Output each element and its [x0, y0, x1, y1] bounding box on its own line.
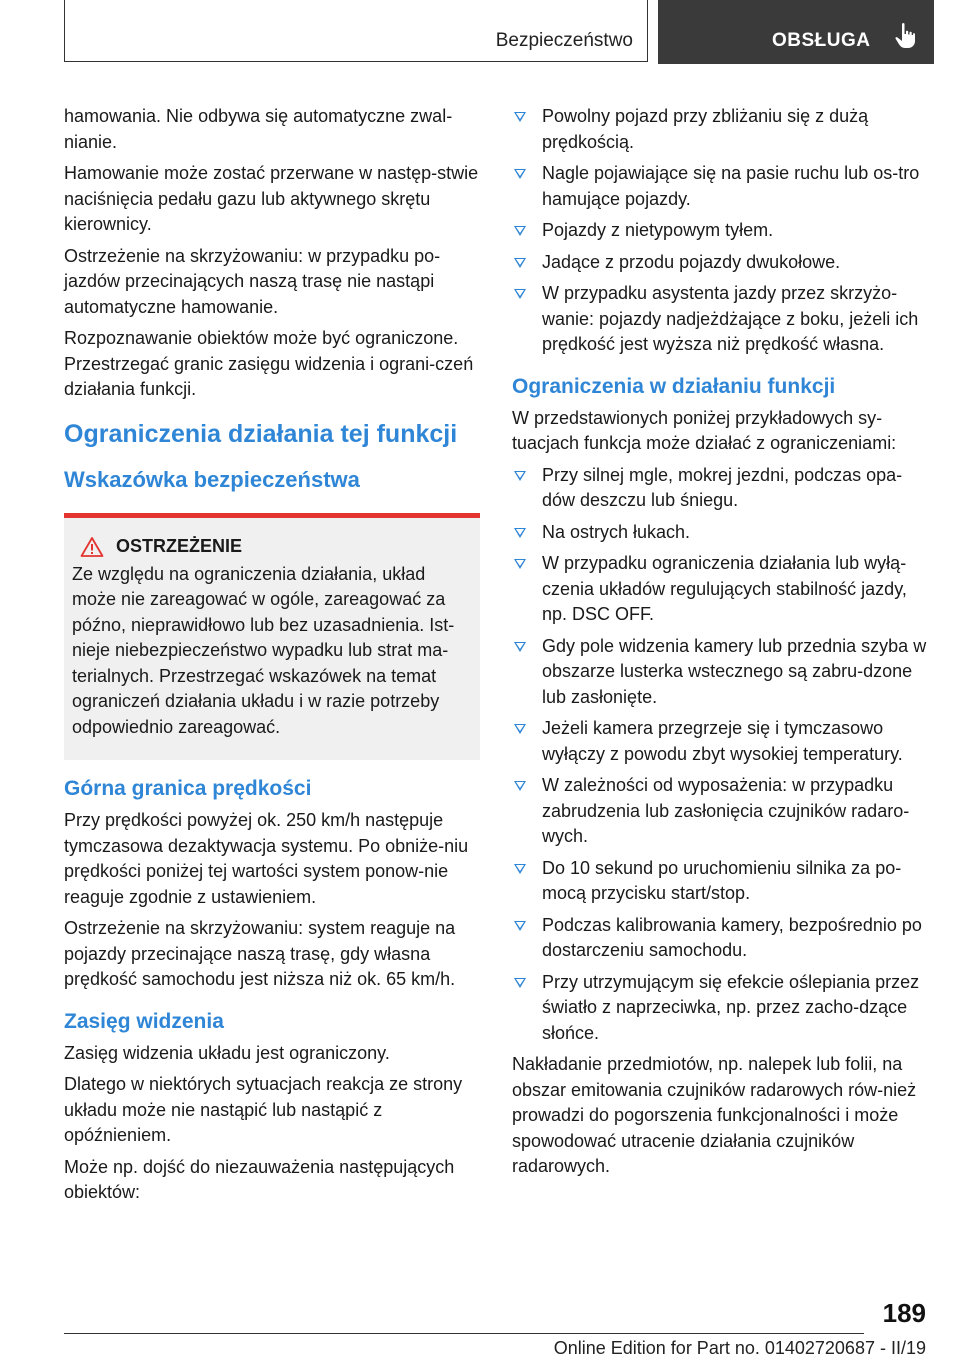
bullet-triangle-icon	[514, 169, 526, 179]
header-chapter-tab[interactable]	[658, 0, 934, 64]
header-section-box	[64, 0, 648, 62]
list-item: Do 10 sekund po uruchomieniu silnika za po-mocą przycisku start/stop.	[512, 856, 928, 907]
paragraph: Ostrzeżenie na skrzyżowaniu: system reaguje na pojazdy przecinające naszą trasę, gdy własna prędkość samochodu jest niższa niż ok. 65 km/h.	[64, 918, 456, 989]
list-item: Powolny pojazd przy zbliżaniu się z dużą prędkością.	[512, 104, 928, 155]
subsection-heading: Ograniczenia w działaniu funkcji	[512, 374, 836, 398]
list-item: Przy silnej mgle, mokrej jezdni, podczas opa-dów deszczu lub śniegu.	[512, 463, 928, 514]
header-section-title: Bezpieczeństwo	[495, 30, 633, 51]
paragraph: hamowania. Nie odbywa się automatyczne zwal-nianie.	[64, 106, 453, 152]
paragraph: W przedstawionych poniżej przykładowych sy-tuacjach funkcja może działać z ograniczeniami:	[512, 407, 897, 453]
list-item: Przy utrzymującym się efekcie oślepiania przez światło z naprzeciwka, np. przez zacho-dzące słońce.	[512, 970, 928, 1047]
paragraph: Zasięg widzenia układu jest ograniczony.	[64, 1042, 390, 1063]
list-item: Na ostrych łukach.	[512, 520, 928, 546]
hand-pointer-icon	[894, 22, 916, 50]
bullet-triangle-icon	[514, 921, 526, 931]
paragraph: Dlatego w niektórych sytuacjach reakcja ze strony układu może nie nastąpić lub nastąpić z opóźnieniem.	[64, 1074, 463, 1145]
warning-box	[64, 513, 480, 761]
list-item: Nagle pojawiające się na pasie ruchu lub os-tro hamujące pojazdy.	[512, 161, 928, 212]
subsection-heading: Wskazówka bezpieczeństwa	[64, 466, 360, 492]
paragraph: Może np. dojść do niezauważenia następujących obiektów:	[64, 1156, 455, 1202]
list-item: W przypadku asystenta jazdy przez skrzyżo-wanie: pojazdy nadjeżdżające z boku, jeżeli ich prędkość jest wyższa niż prędkość własna.	[512, 281, 928, 358]
header-chapter-title: OBSŁUGA	[772, 30, 871, 51]
bullet-triangle-icon	[514, 528, 526, 538]
list-item: Podczas kalibrowania kamery, bezpośrednio po dostarczeniu samochodu.	[512, 913, 928, 964]
bullet-triangle-icon	[514, 471, 526, 481]
warning-header	[80, 536, 472, 558]
bullet-triangle-icon	[514, 724, 526, 734]
subsection-heading: Górna granica prędkości	[64, 777, 312, 800]
warning-text: Ze względu na ograniczenia działania, układ może nie zareagować w ogóle, zareagować za późno, nieprawidłowo lub bez uzasadnienia. Ist-nieje niebezpieczeństwo wypadku lub strat ma-terialnych. Przestrzegać wskazówek na temat ograniczeń działania układu i w razie potrzeby odpowiednio zareagować.	[72, 563, 455, 737]
section-heading: Ograniczenia działania tej funkcji	[64, 419, 458, 448]
list-item: W przypadku ograniczenia działania lub wyłą-czenia układów regulujących stabilność jazdy, np. DSC OFF.	[512, 551, 928, 628]
paragraph: Ostrzeżenie na skrzyżowaniu: w przypadku po-jazdów przecinających naszą trasę nie nastąpi automatyczne hamowanie.	[64, 245, 441, 317]
bullet-triangle-icon	[514, 559, 526, 569]
bullet-triangle-icon	[514, 978, 526, 988]
bullet-triangle-icon	[514, 864, 526, 874]
list-item: W zależności od wyposażenia: w przypadku zabrudzenia lub zasłonięcia czujników radaro-wych.	[512, 773, 928, 850]
paragraph: Przy prędkości powyżej ok. 250 km/h następuje tymczasowa dezaktywacja systemu. Po obniże-niu prędkości poniżej tej wartości system ponow-nie reaguje zgodnie z ustawieniem.	[64, 810, 469, 907]
paragraph: Hamowanie może zostać przerwane w następ-stwie naciśnięcia pedału gazu lub aktywnego skrętu kierownicy.	[64, 163, 479, 234]
bullet-triangle-icon	[514, 642, 526, 652]
list-item: Jadące z przodu pojazdy dwukołowe.	[512, 250, 928, 276]
paragraph: Nakładanie przedmiotów, np. nalepek lub folii, na obszar emitowania czujników radarowych rów-nież prowadzi do pogorszenia funkcjonalności i może spowodować utracenie działania czujników radarowych.	[512, 1054, 917, 1176]
list-item: Gdy pole widzenia kamery lub przednia szyba w obszarze lusterka wstecznego są zabru-dzone lub zasłonięte.	[512, 634, 928, 711]
warning-triangle-icon	[80, 536, 104, 558]
bullet-triangle-icon	[514, 258, 526, 268]
bullet-triangle-icon	[514, 112, 526, 122]
paragraph: Rozpoznawanie obiektów może być ograniczone. Przestrzegać granic zasięgu widzenia i ograni-czeń działania funkcji.	[64, 328, 474, 399]
list-item: Pojazdy z nietypowym tyłem.	[512, 218, 928, 244]
list-item: Jeżeli kamera przegrzeje się i tymczasowo wyłączy z powodu zbyt wysokiej temperatury.	[512, 716, 928, 767]
page-number: 189	[882, 1298, 926, 1328]
warning-title: OSTRZEŻENIE	[116, 536, 243, 556]
bullet-list	[512, 104, 928, 358]
bullet-list	[512, 463, 928, 1047]
footer-divider	[64, 1333, 864, 1334]
edition-footer: Online Edition for Part no. 01402720687 - II/19	[553, 1338, 926, 1358]
bullet-triangle-icon	[514, 289, 526, 299]
bullet-triangle-icon	[514, 226, 526, 236]
bullet-triangle-icon	[514, 781, 526, 791]
right-column	[512, 104, 928, 1186]
subsection-heading: Zasięg widzenia	[64, 1009, 224, 1033]
left-column	[64, 104, 480, 1212]
